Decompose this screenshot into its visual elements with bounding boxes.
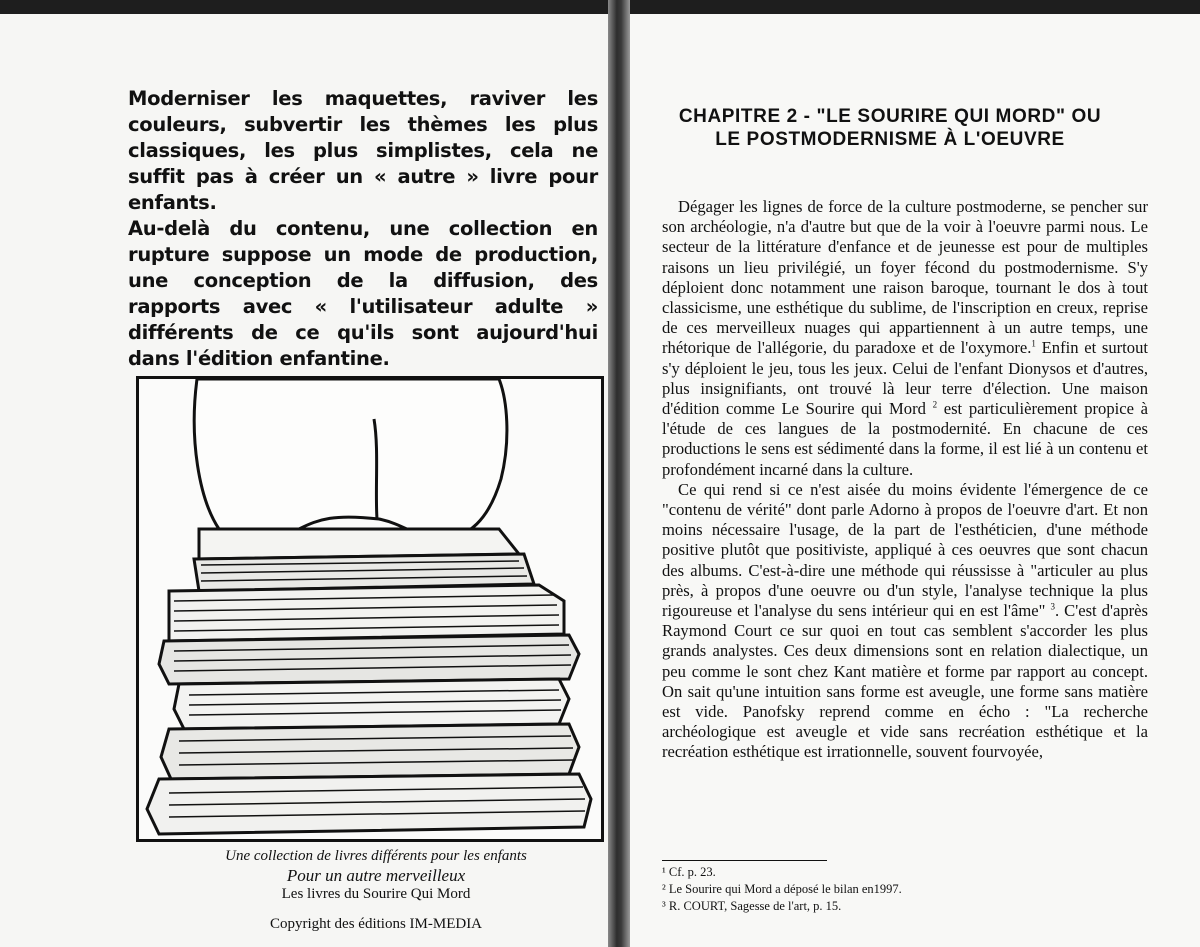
p1-part-a: Dégager les lignes de force de la culture postmoderne, se pencher sur son archéologie, n'a d'autre but que de la voir à l'oeuvre parmi nous. Le secteur de la littérature d'enfance et de jeunesse est pour de multiples raisons un lieu privilégié, un foyer fécond du postmodernisme. S'y déploient donc notamment une raison baroque, tournant le dos à tout classicisme, une esthétique du sublime, de l'inscription en creux, reprise de ces merveilleux nuages qui appartiennent à un autre temps, une rhétorique de l'allégorie, du paradoxe et de l'oxymore. (662, 197, 1148, 358)
footnotes (662, 864, 1142, 915)
chapter-title-line-2: LE POSTMODERNISME À L'OEUVRE (715, 129, 1065, 150)
caption-line-2: Pour un autre merveilleux (286, 866, 466, 885)
chapter-body-text (662, 197, 1148, 763)
book-4 (159, 635, 579, 684)
footnote-rule (662, 860, 827, 861)
left-paragraph-2: Au-delà du contenu, une collection en rupture suppose un mode de production, une conception de la diffusion, des rapports avec « l'utilisateur adulte » différents de ce qu'ils sont aujourd'hui dans l'édition enfantine. (128, 217, 598, 370)
bottom-shape (194, 379, 507, 542)
p1-part-b: Enfin et surtout s'y déploient le jeu, tous les jeux. Celui de l'enfant Dionysos et d'autres, plus insignifiants, ont trouvé là leur terre d'élection. Une maison d'édition comme Le Sourire qui Mord (662, 338, 1148, 419)
book-6 (161, 724, 579, 779)
p2-part-a: Ce qui rend si ce n'est aisée du moins évidente l'émergence de ce "contenu de vérité" dont parle Adorno à propos de l'oeuvre d'art. Et non moins nécessaire l'usage, de la part de l'esthéticien, d'une méthode positive plutôt que positiviste, appliqué à ces oeuvres que sont chacun des albums. C'est-à-dire une méthode qui réussisse à "articuler au plus près, à propos d'une oeuvre ou d'un style, l'analyse technique la plus rigoureuse et l'analyse du sens intérieur qui en est l'âme" (662, 479, 1148, 621)
footnote-ref-2: 2 (932, 399, 938, 410)
p2-part-b: . C'est d'après Raymond Court ce sur quoi en tout cas semblent s'accorder les plus grands analystes. Ces deux dimensions sont en relation dialectique, un peu comme le sont chez Kant matière et forme par rapport au concept. On sait qu'une intuition sans forme est aveugle, une forme sans matière est vide. Panofsky reprend comme en écho : "La recherche archéologique est aveugle et vide sans recréation esthétique et la recréation esthétique est irrationnelle, souvent fourvoyée, (662, 601, 1149, 762)
p1-part-c: est particulièrement propice à l'étude de ces langues de la postmodernité. En chacune de ces productions le sens est sédimenté dans la forme, il est lié à un contenu et profondément incarné dans la culture. (662, 399, 1148, 479)
body-paragraph-1 (662, 197, 1148, 480)
caption-line-1: Une collection de livres différents pour les enfants (225, 848, 527, 864)
caption-line-3: Les livres du Sourire Qui Mord (281, 886, 471, 902)
copyright-notice: Copyright des éditions IM-MEDIA (269, 916, 483, 932)
books-and-bottom-drawing (139, 379, 601, 839)
illustration-caption (176, 847, 576, 904)
chapter-title-line-1: CHAPITRE 2 - "LE SOURIRE QUI MORD" OU (678, 106, 1102, 127)
book-3 (169, 585, 564, 641)
books-illustration (136, 376, 604, 842)
left-page-text (128, 86, 598, 372)
footnote-1: ¹ Cf. p. 23. (662, 865, 716, 879)
left-paragraph-1: Moderniser les maquettes, raviver les couleurs, subvertir les thèmes les plus classiques, les plus simplistes, cela ne suffit pas à créer un « autre » livre pour enfants. (128, 87, 598, 214)
body-paragraph-2 (662, 480, 1148, 763)
book-gutter (608, 0, 630, 947)
footnote-2: ² Le Sourire qui Mord a déposé le bilan en1997. (662, 882, 902, 896)
footnote-ref-1: 1 (1031, 338, 1036, 349)
footnote-ref-3: 3 (1050, 601, 1055, 612)
footnote-3: ³ R. COURT, Sagesse de l'art, p. 15. (662, 899, 842, 913)
chapter-title (660, 105, 1120, 151)
